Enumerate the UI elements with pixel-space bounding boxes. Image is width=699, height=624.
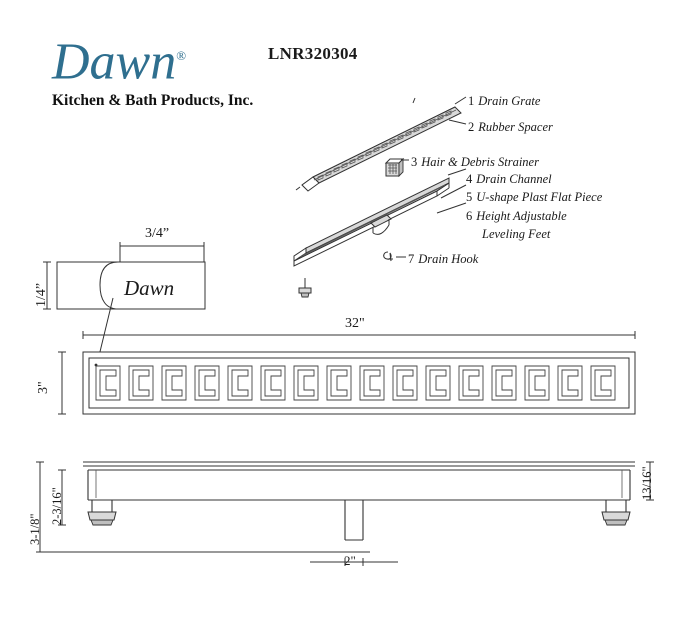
callout-1-number: 1: [468, 94, 475, 108]
callout-4-number: 4: [466, 172, 473, 186]
plan-width-dimension: 3": [36, 381, 51, 394]
callout-7-label: Drain Hook: [418, 252, 479, 266]
page-title: LNR320304: [268, 44, 358, 63]
brand-subtitle: Kitchen & Bath Products, Inc.: [52, 92, 254, 110]
detail-height-dimension: 1/4”: [34, 282, 49, 307]
callout-3-number: 3: [411, 155, 418, 169]
detail-width-dimension: 3/4”: [145, 226, 170, 241]
section-outlet-dimension: 2": [344, 553, 356, 568]
section-right-height-dimension: 13/16": [640, 466, 654, 500]
callout-6-label: Height Adjustable: [476, 209, 567, 223]
detail-engraved-text: Dawn: [124, 276, 175, 300]
callout-4-label: Drain Channel: [476, 172, 552, 186]
callout-5-number: 5: [466, 190, 473, 204]
callout-7-number: 7: [408, 252, 415, 266]
plan-length-dimension: 32": [345, 316, 365, 331]
registered-trademark-icon: ®: [176, 48, 187, 63]
callout-6b-label: Leveling Feet: [482, 227, 551, 241]
callout-3-label: Hair & Debris Strainer: [421, 155, 539, 169]
callout-5-label: U-shape Plast Flat Piece: [476, 190, 603, 204]
callout-1-label: Drain Grate: [478, 94, 541, 108]
section-total-height-dimension: 3-1/8": [28, 513, 42, 545]
callout-2-label: Rubber Spacer: [478, 120, 553, 134]
brand-logo-text: Dawn: [52, 33, 177, 91]
callout-2-number: 2: [468, 120, 475, 134]
section-channel-height-dimension: 2-3/16": [50, 487, 64, 525]
callout-6-number: 6: [466, 209, 473, 223]
